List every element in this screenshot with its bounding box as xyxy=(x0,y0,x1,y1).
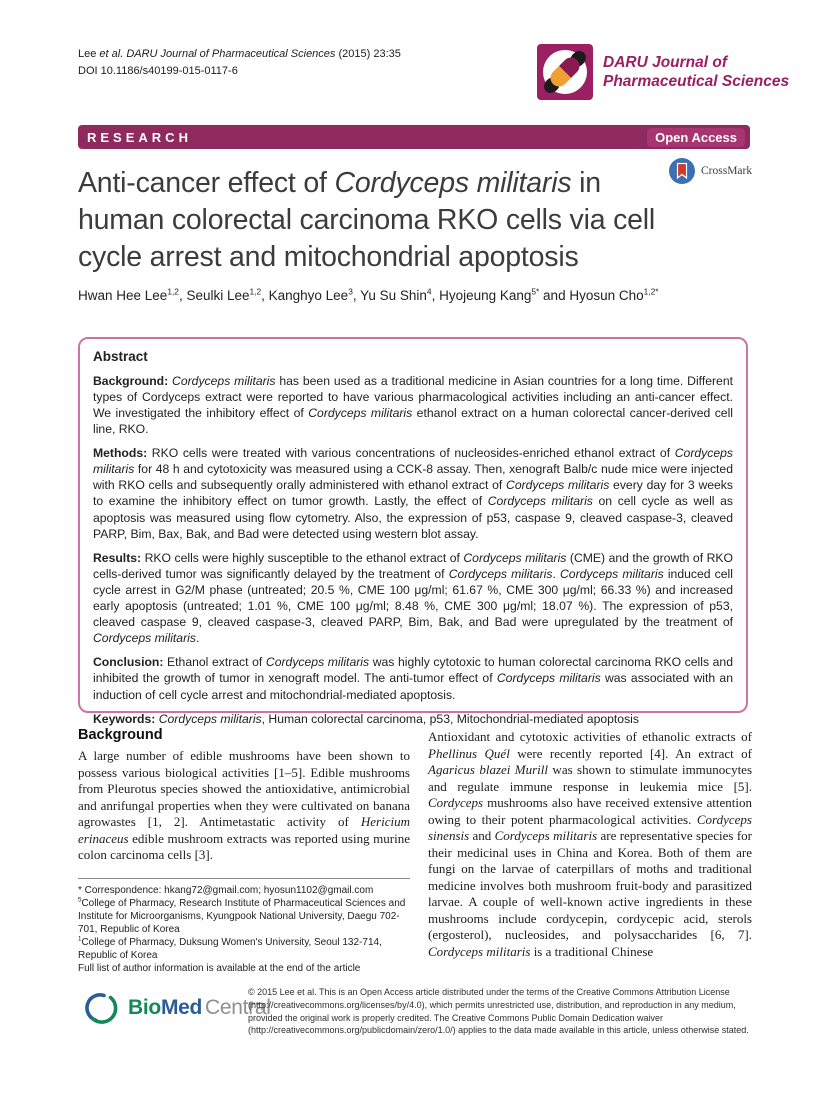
abstract-box xyxy=(78,337,748,726)
copyright-notice: © 2015 Lee et al. This is an Open Access article distributed under the terms of the Creative Commons Attribution License (http://creativecommons.org/licenses/by/4.0), which permits unrestricted use, distribution, and reproduction in any medium, provided the original work is properly credited. The Creative Commons Public Domain Dedication waiver (http://creativecommons.org/publicdomain/zero/1.0/) applies to the data made available in this article, unless otherwise stated. xyxy=(248,987,749,1036)
abstract-results xyxy=(93,550,733,647)
abstract-keywords xyxy=(93,711,733,727)
footnotes-block xyxy=(78,878,410,975)
article-title: Anti-cancer effect of Cordyceps militaris in human colorectal carcinoma RKO cells via cell cycle arrest and mitochondrial apoptosis xyxy=(78,167,656,274)
right-column xyxy=(428,729,752,960)
authors-line: Hwan Hee Lee$^{1,2}$, Seulki Lee$^{1,2}$, Kanghyo Lee$^3$, Yu Su Shin$^4$, Hyojeung Kang$^{5*}$ and Hyosun Cho$^{1,2*}$ xyxy=(78,286,659,303)
abstract-background-text: Cordyceps militaris has been used as a traditional medicine in Asian countries for a long time. Different types of Cordyceps extract were reported to have various pharmacological activities including an anti-cancer effect. We investigated the inhibitory effect of Cordyceps militaris ethanol extract on a human colorectal cancer-derived cell line, RKO. xyxy=(93,373,733,437)
correspondence-line: * Correspondence: hkang72@gmail.com; hyosun1102@gmail.com xyxy=(78,885,374,896)
bmc-central-text: Central xyxy=(205,996,271,1019)
doi-line: DOI 10.1186/s40199-015-0117-6 xyxy=(78,64,238,77)
left-column xyxy=(78,727,410,864)
left-column-paragraph: A large number of edible mushrooms have been shown to possess various biological activities [1–5]. Edible mushrooms from Pleurotus species showed the antioxidative, antimicrobial and anrifungal properties when they were cultivated on banana agrowastes [1, 2]. Antimetastatic activity of Hericium erinaceus edible mushroom extracts was reported using murine colon carcinoma cells [3]. xyxy=(78,748,410,862)
citation-block xyxy=(78,46,401,79)
open-access-badge: Open Access xyxy=(647,128,745,147)
biomed-central-circle-icon xyxy=(80,988,120,1028)
research-label: RESEARCH xyxy=(87,129,192,145)
bmc-bio-text: Bio xyxy=(128,996,161,1019)
affiliation-5: $^5$College of Pharmacy, Research Institute of Pharmaceutical Sciences and Institute for Microorganisms, Kyungpook National University, Daegu 702-701, Republic of Korea xyxy=(78,896,406,935)
journal-logo-block xyxy=(537,44,789,100)
biomed-central-logo xyxy=(80,988,271,1028)
crossmark-badge[interactable] xyxy=(668,157,752,185)
abstract-conclusion-text: Ethanol extract of Cordyceps militaris was highly cytotoxic to human colorectal carcinoma RKO cells and inhibited the growth of tumor in xenograft model. The anti-tumor effect of Cordyceps militaris was associated with an induction of cell cycle arrest and mitochondrial-mediated apoptosis. xyxy=(93,655,733,702)
abstract-keywords-label: Keywords: xyxy=(93,711,156,726)
research-banner xyxy=(78,125,750,149)
journal-name xyxy=(603,53,789,92)
right-column-paragraph: Antioxidant and cytotoxic activities of ethanolic extracts of Phellinus Quél were recently reported [4]. An extract of Agaricus blazei Murill was shown to stimulate immunocytes and regulate immune response in leukemia mice [5]. Cordyceps mushrooms also have received extensive attention owing to their potent pharmacological activities. Cordyceps sinensis and Cordyceps militaris are representative species for their medicinal uses in China and Korea. Both of them are fungi on the larvae of caterpillars of moths and traditional medicine involves both mushroom fruit-body and parasitized larvae. A couple of well-known active ingredients in these mushrooms include cordycepin, cordycepic acid, sterols (ergosterol), nucleosides, and polysaccharides [6, 7]. Cordyceps militaris is a traditional Chinese xyxy=(428,729,753,959)
abstract-background xyxy=(93,373,733,437)
bmc-med-text: Med xyxy=(160,996,203,1019)
affiliation-1: $^1$College of Pharmacy, Duksung Women's University, Seoul 132-714, Republic of Korea xyxy=(78,935,382,961)
crossmark-label: CrossMark xyxy=(701,165,753,177)
abstract-methods-label: Methods: xyxy=(93,446,148,461)
citation-line: Lee et al. DARU Journal of Pharmaceutical Sciences (2015) 23:35 xyxy=(78,48,401,60)
abstract-heading: Abstract xyxy=(93,349,148,364)
abstract-background-label: Background: xyxy=(93,373,169,388)
abstract-keywords-text: Cordyceps militaris, Human colorectal carcinoma, p53, Mitochondrial-mediated apoptosis xyxy=(158,711,639,726)
abstract-methods xyxy=(93,445,733,542)
journal-name-line2: Pharmaceutical Sciences xyxy=(603,73,790,90)
abstract-results-text: RKO cells were highly susceptible to the ethanol extract of Cordyceps militaris (CME) and the growth of RKO cells-derived tumor was significantly delayed by the treatment of Cordyceps militaris. Cordyceps militaris induced cell cycle arrest in G2/M phase (untreated; 20.5 %, CME 100 μg/ml; 61.67 %, CME 300 μg/ml; 66.33 %) and increased early apoptosis (untreated; 1.01 %, CME 100 μg/ml; 8.48 %, CME 300 μg/ml; 18.07 %). The expression of p53, cleaved caspase 9, cleaved caspase-3, cleaved PARP, Bim, Bak, and Bad were upregulated by the treatment of Cordyceps militaris. xyxy=(93,550,733,646)
section-heading-background: Background xyxy=(78,727,163,743)
author-info-note: Full list of author information is available at the end of the article xyxy=(78,963,361,974)
daru-pill-logo-icon xyxy=(537,44,593,100)
abstract-methods-text: RKO cells were treated with various concentrations of nucleosides-enriched ethanol extract of Cordyceps militaris for 48 h and cytotoxicity was measured using a CCK-8 assay. Then, xenograft Balb/c nude mice were injected with RKO cells and subsequently orally administered with ethanol extract of Cordyceps militaris every day for 3 weeks to examine the inhibitory effect on tumor growth. Lastly, the effect of Cordyceps militaris on cell cycle as well as apoptosis was measured using flow cytometry. Also, the expression of p53, caspase 9, cleaved caspase-3, cleaved PARP, Bim, Bax, Bak, and Bad were detected using western blot assay. xyxy=(93,446,733,541)
journal-name-line1: DARU Journal of xyxy=(603,53,727,71)
abstract-results-label: Results: xyxy=(93,550,142,565)
abstract-conclusion xyxy=(93,654,733,702)
abstract-conclusion-label: Conclusion: xyxy=(93,655,164,670)
